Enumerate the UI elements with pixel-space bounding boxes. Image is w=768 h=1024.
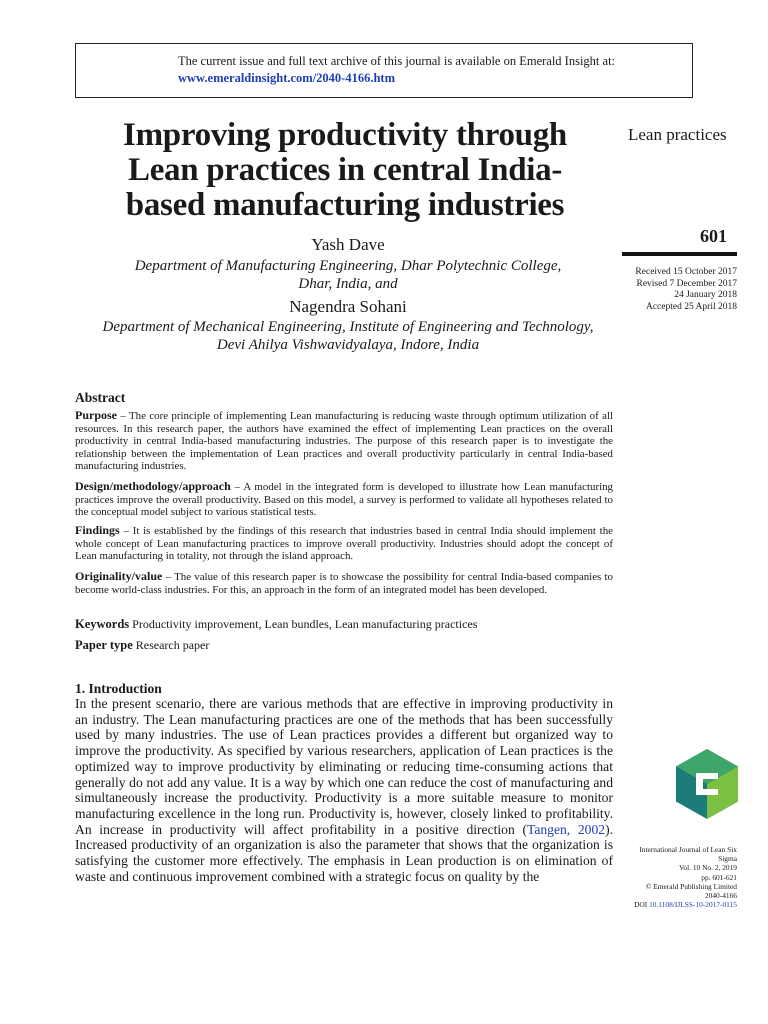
- affiliation-line: Department of Mechanical Engineering, Institute of Engineering and Technology,: [102, 319, 594, 335]
- keywords-label: Keywords: [75, 617, 130, 631]
- findings-label: Findings: [75, 523, 120, 537]
- journal-line: Sigma: [718, 854, 737, 864]
- paper-type-label: Paper type: [75, 638, 133, 652]
- doi-label: DOI: [634, 900, 650, 910]
- abstract-purpose: [75, 409, 613, 473]
- title-line-1: Improving productivity through: [123, 117, 567, 153]
- citation-link[interactable]: Tangen, 2002: [526, 821, 606, 837]
- design-text: – A model in the integrated form is developed to illustrate how Lean manufacturing practices improve the overall productivity. Based on this model, a survey is performed to validate all hypotheses related to the conceptual model subject to various statistical tests.: [75, 481, 613, 518]
- margin-rule: [622, 252, 737, 256]
- abstract-findings: [75, 524, 613, 563]
- author-name: Nagendra Sohani: [289, 297, 407, 316]
- paper-title: [70, 118, 620, 223]
- date-line: 24 January 2018: [674, 290, 737, 300]
- doi-line: [615, 900, 737, 909]
- journal-line: Vol. 10 No. 2, 2019: [679, 863, 737, 873]
- abstract-originality: [75, 570, 613, 596]
- page-number: 601: [700, 226, 727, 246]
- originality-label: Originality/value: [75, 569, 163, 583]
- date-line: Revised 7 December 2017: [636, 278, 737, 289]
- running-head: Lean practices: [628, 125, 727, 144]
- intro-text: In the present scenario, there are various methods that are effective in improving productivity in an industry. The Lean manufacturing practices are one of the methods that has been successfully used by many industries. The use of Lean practices provides a different but organized way to improve the productivity. As specified by various researchers, application of Lean practices is the optimized way to improve productivity by eliminating or reducing time-consuming actions that generally do not add any value. It is a way by which one can reduce the cost of manufacturing and simultaneously increase the productivity. Productivity is a more suitable measure to monitor manufacturing excellence in the long run. Productivity is, however, closely linked to profitability. An increase in productivity will affect profitability in a positive direction (: [75, 696, 613, 837]
- paper-type: [75, 638, 209, 653]
- doi-link[interactable]: 10.1108/IJLSS-10-2017-0115: [649, 900, 737, 910]
- keywords: [75, 617, 477, 632]
- journal-notice-box: [75, 43, 693, 98]
- date-line: Received 15 October 2017: [635, 267, 737, 277]
- author-name: Yash Dave: [311, 235, 385, 254]
- emerald-logo-icon: [676, 749, 738, 819]
- findings-text: – It is established by the findings of this research that industries based in central India should implement the whole concept of Lean manufacturing practices to improve overall productivity. Industries should adopt the concept of Lean manufacturing in totality, not through the island approach.: [75, 525, 613, 562]
- abstract-heading: Abstract: [75, 390, 126, 405]
- notice-text: The current issue and full text archive of this journal is available on Emerald Insight at:: [178, 54, 616, 68]
- title-line-2: Lean practices in central India-: [127, 152, 563, 188]
- keywords-text: Productivity improvement, Lean bundles, Lean manufacturing practices: [129, 617, 478, 631]
- originality-text: – The value of this research paper is to showcase the possibility for central India-based companies to become world-class industries. For this, an approach in the form of an integrated model has been developed.: [75, 571, 613, 596]
- journal-link[interactable]: www.emeraldinsight.com/2040-4166.htm: [178, 71, 395, 85]
- received-dates: [612, 267, 737, 313]
- author-affiliation: [38, 318, 658, 354]
- design-label: Design/methodology/approach: [75, 479, 231, 493]
- journal-line: 2040-4166: [704, 891, 737, 901]
- author-affiliation: [38, 257, 658, 293]
- affiliation-line: Devi Ahilya Vishwavidyalaya, Indore, India: [216, 337, 480, 353]
- journal-info: [615, 845, 737, 909]
- paper-type-text: Research paper: [132, 638, 210, 652]
- abstract-design: [75, 480, 613, 519]
- journal-line: International Journal of Lean Six: [639, 845, 737, 854]
- intro-text: ). Increased productivity of an organization is also the parameter that shows that the organization is satisfying the customer more effectively. The emphasis in Lean production is on elimination of waste and continuous improvement combined with a strategic focus on quality by the: [75, 821, 614, 884]
- affiliation-line: Dhar, India, and: [298, 276, 398, 292]
- journal-line: © Emerald Publishing Limited: [645, 881, 737, 891]
- date-line: Accepted 25 April 2018: [645, 301, 737, 312]
- intro-paragraph: [75, 696, 613, 884]
- affiliation-line: Department of Manufacturing Engineering, Dhar Polytechnic College,: [134, 258, 562, 274]
- title-line-3: based manufacturing industries: [125, 187, 565, 223]
- journal-line: pp. 601-621: [701, 872, 737, 882]
- purpose-label: Purpose: [75, 408, 117, 422]
- purpose-text: – The core principle of implementing Lean manufacturing is reducing waste through optimum utilization of all resources. In this research paper, the authors have examined the effect of implementing Lean practices on the overall productivity in central India-based manufacturing industries. The purpose of this research paper is to investigate the relationship between the implementation of Lean practices and overall productivity particularly in central India-based manufacturing industries.: [75, 410, 613, 472]
- section-heading: 1. Introduction: [75, 681, 162, 696]
